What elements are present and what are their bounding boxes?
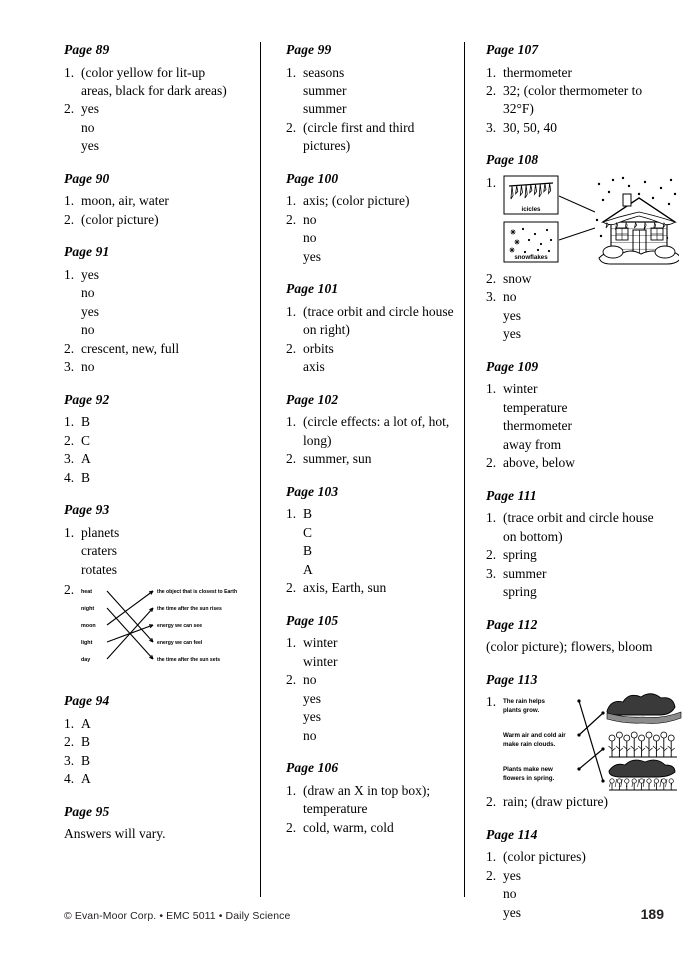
answer-list xyxy=(286,64,454,156)
answer-item xyxy=(486,174,654,270)
answer-item xyxy=(486,509,654,546)
answer-line: on bottom) xyxy=(503,528,563,544)
answer-line: snow xyxy=(503,270,532,286)
answer-item xyxy=(286,634,454,671)
column-left xyxy=(64,42,264,897)
answer-line: no xyxy=(303,211,317,227)
answer-item xyxy=(286,64,454,119)
answer-list xyxy=(486,693,654,811)
answer-text: (color picture); flowers, bloom xyxy=(486,639,653,655)
answer-item xyxy=(64,733,246,751)
answer-line: no xyxy=(81,359,95,375)
answer-line: yes xyxy=(303,248,321,264)
answer-item xyxy=(486,454,654,472)
section-heading: Page 101 xyxy=(286,281,339,297)
answer-number: 1. xyxy=(486,381,497,397)
answer-number: 2. xyxy=(286,672,297,688)
answer-line: craters xyxy=(81,543,117,559)
answer-item xyxy=(486,565,654,602)
answer-list xyxy=(486,174,654,344)
answer-item xyxy=(64,469,246,487)
answer-line: summer xyxy=(303,101,347,117)
answer-number: 2. xyxy=(64,432,75,448)
section-heading: Page 112 xyxy=(486,616,538,632)
answer-line: (circle first and third xyxy=(303,119,415,135)
answer-line: (draw an X in top box); xyxy=(303,782,431,798)
section-heading: Page 106 xyxy=(286,760,339,776)
answer-number: 2. xyxy=(286,211,297,227)
answer-number: 2. xyxy=(486,794,497,810)
answer-line: (trace orbit and circle house xyxy=(303,303,454,319)
answer-number: 2. xyxy=(64,734,75,750)
section-heading: Page 90 xyxy=(64,170,110,186)
answer-line: seasons xyxy=(303,64,345,80)
answer-line: spring xyxy=(503,584,537,600)
answer-line: no xyxy=(303,727,317,743)
answer-section xyxy=(64,804,246,844)
answer-line: A xyxy=(81,451,91,467)
section-heading: Page 113 xyxy=(486,671,538,687)
answer-list xyxy=(286,413,454,468)
section-heading: Page 103 xyxy=(286,483,339,499)
answer-number: 1. xyxy=(486,64,497,80)
answer-item xyxy=(64,358,246,376)
answer-number: 3. xyxy=(64,451,75,467)
answer-line: C xyxy=(303,524,313,540)
answer-section xyxy=(486,672,654,812)
answer-list xyxy=(286,303,454,377)
answer-line: (color picture) xyxy=(81,211,159,227)
answer-section xyxy=(64,42,246,156)
answer-item xyxy=(286,579,454,597)
answer-line: (color pictures) xyxy=(503,849,586,865)
svg-text:Plants make new: Plants make new xyxy=(503,766,553,774)
answer-item xyxy=(286,819,454,837)
answer-number: 1. xyxy=(486,694,497,710)
answer-section xyxy=(486,152,654,343)
answer-line: A xyxy=(81,715,91,731)
answer-line: planets xyxy=(81,524,120,540)
answer-line: (trace orbit and circle house xyxy=(503,510,654,526)
answer-item xyxy=(486,119,654,137)
answer-item xyxy=(64,581,246,678)
answer-line: 32°F) xyxy=(503,101,534,117)
answer-line: yes xyxy=(503,326,521,342)
svg-text:the object that is closest to: the object that is closest to Earth xyxy=(157,589,238,596)
answer-item xyxy=(64,752,246,770)
answer-item xyxy=(64,432,246,450)
answer-item xyxy=(286,505,454,579)
answer-line: summer, sun xyxy=(303,451,372,467)
section-heading: Page 108 xyxy=(486,152,539,168)
answer-list xyxy=(64,266,246,377)
answer-number: 2. xyxy=(486,270,497,286)
answer-line: moon, air, water xyxy=(81,193,169,209)
answer-line: no xyxy=(81,285,95,301)
answer-item xyxy=(486,288,654,343)
svg-text:snowflakes: snowflakes xyxy=(514,253,548,261)
answer-item xyxy=(286,782,454,819)
answer-section xyxy=(286,484,454,598)
answer-section xyxy=(286,171,454,266)
svg-text:day: day xyxy=(81,657,91,664)
answer-number: 1. xyxy=(286,64,297,80)
answer-text: Answers will vary. xyxy=(64,826,166,842)
answer-item xyxy=(486,793,654,811)
svg-text:energy we can see: energy we can see xyxy=(157,623,203,630)
answer-item xyxy=(286,413,454,450)
answer-item xyxy=(64,266,246,340)
answer-section xyxy=(486,488,654,602)
answer-number: 2. xyxy=(64,211,75,227)
answer-number: 1. xyxy=(486,849,497,865)
answer-line: B xyxy=(81,469,91,485)
answer-item xyxy=(286,192,454,210)
answer-line: A xyxy=(81,771,91,787)
section-heading: Page 99 xyxy=(286,42,332,57)
answer-list xyxy=(486,64,654,138)
answer-number: 3. xyxy=(64,359,75,375)
answer-item xyxy=(286,671,454,745)
answer-item xyxy=(64,211,246,229)
answer-item xyxy=(486,848,654,866)
answer-section xyxy=(286,42,454,156)
answer-line: spring xyxy=(503,547,537,563)
answer-line: rain; (draw picture) xyxy=(503,794,608,810)
answer-section xyxy=(486,42,654,137)
svg-text:plants grow.: plants grow. xyxy=(503,707,540,715)
answer-number: 1. xyxy=(64,524,75,540)
answer-line: B xyxy=(303,543,313,559)
answer-number: 3. xyxy=(486,565,497,581)
answer-item xyxy=(64,100,246,155)
answer-item xyxy=(64,413,246,431)
answer-number: 1. xyxy=(64,266,75,282)
answer-section xyxy=(286,392,454,469)
matching-diagram xyxy=(79,581,261,678)
answer-item xyxy=(486,546,654,564)
answer-item xyxy=(486,693,654,793)
answer-line: temperature xyxy=(303,801,368,817)
answer-line: axis xyxy=(303,359,325,375)
svg-text:heat: heat xyxy=(81,589,93,596)
answer-section xyxy=(286,281,454,376)
svg-text:light: light xyxy=(81,640,93,647)
answer-number: 2. xyxy=(286,580,297,596)
section-heading: Page 95 xyxy=(64,803,110,819)
answer-line: B xyxy=(81,734,91,750)
answer-list xyxy=(286,192,454,266)
answer-number: 1. xyxy=(286,782,297,798)
answer-number: 1. xyxy=(64,715,75,731)
answer-line: summer xyxy=(503,565,547,581)
answer-item xyxy=(64,192,246,210)
svg-text:energy we can feel: energy we can feel xyxy=(157,640,203,647)
svg-text:Warm air and cold air: Warm air and cold air xyxy=(503,732,566,740)
answer-line: away from xyxy=(503,436,562,452)
section-heading: Page 92 xyxy=(64,391,110,407)
svg-text:moon: moon xyxy=(81,623,96,630)
answer-line: summer xyxy=(303,83,347,98)
answer-line: yes xyxy=(303,690,321,706)
section-heading: Page 91 xyxy=(64,244,110,260)
answer-number: 2. xyxy=(286,451,297,467)
answer-line: above, below xyxy=(503,455,575,471)
answer-line: 32; (color thermometer to xyxy=(503,83,643,98)
answer-line: orbits xyxy=(303,340,334,356)
answer-number: 2. xyxy=(286,119,297,135)
answer-number: 2. xyxy=(486,547,497,563)
answer-line: axis, Earth, sun xyxy=(303,580,387,596)
answer-number: 1. xyxy=(64,64,75,80)
svg-text:The rain helps: The rain helps xyxy=(503,698,545,706)
answer-number: 1. xyxy=(64,193,75,209)
answer-number: 1. xyxy=(286,193,297,209)
answer-list xyxy=(286,782,454,837)
answer-line: yes xyxy=(81,303,99,319)
answer-section xyxy=(286,613,454,745)
answer-line: cold, warm, cold xyxy=(303,819,394,835)
section-heading: Page 93 xyxy=(64,502,110,518)
answer-line: long) xyxy=(303,432,332,448)
answer-item xyxy=(286,211,454,266)
answer-line: crescent, new, full xyxy=(81,340,180,356)
answer-item xyxy=(286,450,454,468)
answer-list xyxy=(64,715,246,789)
answer-section xyxy=(64,502,246,678)
answer-number: 3. xyxy=(486,119,497,135)
answer-line: rotates xyxy=(81,561,117,577)
winter-house-diagram xyxy=(503,174,679,270)
svg-text:night: night xyxy=(81,606,95,613)
answer-section xyxy=(64,693,246,788)
answer-item xyxy=(486,64,654,82)
answer-list xyxy=(64,64,246,156)
answer-number: 2. xyxy=(64,582,75,598)
answer-list xyxy=(486,509,654,601)
answer-line: no xyxy=(303,230,317,246)
answer-item xyxy=(286,340,454,377)
answer-line: yes xyxy=(503,867,521,883)
page-number: 189 xyxy=(640,906,664,922)
section-heading: Page 89 xyxy=(64,42,110,57)
copyright-credit: © Evan-Moor Corp. • EMC 5011 • Daily Science xyxy=(64,910,291,922)
answer-number: 3. xyxy=(486,289,497,305)
answer-line: yes xyxy=(81,266,99,282)
answer-section xyxy=(486,617,654,657)
answer-section xyxy=(64,244,246,376)
answer-number: 3. xyxy=(64,752,75,768)
section-heading: Page 114 xyxy=(486,826,538,842)
answer-section xyxy=(486,359,654,473)
answer-line: no xyxy=(303,672,317,688)
section-heading: Page 111 xyxy=(486,487,537,503)
answer-line: thermometer xyxy=(503,64,572,80)
svg-text:make rain clouds.: make rain clouds. xyxy=(503,741,556,749)
rain-cycle-matching xyxy=(503,693,683,793)
answer-line: yes xyxy=(503,904,521,920)
answer-line: yes xyxy=(303,709,321,725)
answer-number: 2. xyxy=(286,340,297,356)
answer-item xyxy=(64,340,246,358)
column-middle xyxy=(264,42,464,897)
answer-list xyxy=(64,524,246,678)
answer-line: thermometer xyxy=(503,418,572,434)
answer-line: C xyxy=(81,432,91,448)
answer-number: 2. xyxy=(286,819,297,835)
answer-number: 1. xyxy=(64,414,75,430)
section-heading: Page 107 xyxy=(486,42,539,57)
answer-line: winter xyxy=(303,635,338,651)
section-heading: Page 100 xyxy=(286,170,339,186)
answer-line: areas, black for dark areas) xyxy=(81,83,227,98)
answer-list xyxy=(286,634,454,745)
answer-line: 30, 50, 40 xyxy=(503,119,557,135)
section-heading: Page 94 xyxy=(64,693,110,709)
answer-item xyxy=(64,770,246,788)
section-heading: Page 105 xyxy=(286,612,339,628)
answer-line: A xyxy=(303,561,313,577)
answer-number: 1. xyxy=(286,506,297,522)
answer-section xyxy=(64,171,246,229)
answer-list xyxy=(64,413,246,487)
answer-section xyxy=(64,392,246,487)
answer-list xyxy=(286,505,454,597)
answer-number: 2. xyxy=(64,340,75,356)
answer-item xyxy=(64,450,246,468)
answer-number: 2. xyxy=(486,867,497,883)
answer-line: no xyxy=(503,886,517,902)
answer-line: B xyxy=(81,752,91,768)
section-heading: Page 109 xyxy=(486,358,539,374)
answer-list xyxy=(486,380,654,472)
answer-line: B xyxy=(303,506,313,522)
answer-line: yes xyxy=(81,138,99,154)
answer-line: pictures) xyxy=(303,138,351,154)
answer-line: winter xyxy=(303,653,338,669)
answer-item xyxy=(486,270,654,288)
answer-list xyxy=(64,192,246,229)
answer-line: B xyxy=(81,414,91,430)
answer-number: 1. xyxy=(486,510,497,526)
svg-text:the time after the sun sets: the time after the sun sets xyxy=(157,657,221,664)
answer-number: 2. xyxy=(64,101,75,117)
svg-text:the time after the sun rises: the time after the sun rises xyxy=(157,606,222,613)
answer-item xyxy=(486,380,654,454)
answer-item xyxy=(286,303,454,340)
answer-number: 1. xyxy=(486,174,497,190)
answer-number: 1. xyxy=(286,303,297,319)
answer-line: yes xyxy=(503,307,521,323)
page-footer xyxy=(64,906,664,922)
answer-line: temperature xyxy=(503,399,568,415)
answer-line: (color yellow for lit-up xyxy=(81,64,206,80)
answer-line: axis; (color picture) xyxy=(303,193,410,209)
answer-line: no xyxy=(81,119,95,135)
answer-line: (circle effects: a lot of, hot, xyxy=(303,414,450,430)
answer-number: 1. xyxy=(286,414,297,430)
answer-line: on right) xyxy=(303,322,350,338)
answer-number: 4. xyxy=(64,771,75,787)
answer-line: no xyxy=(503,289,517,305)
answer-section xyxy=(286,760,454,837)
svg-text:icicles: icicles xyxy=(521,205,541,213)
answer-number: 4. xyxy=(64,469,75,485)
answer-line: no xyxy=(81,322,95,338)
answer-number: 2. xyxy=(486,83,497,98)
answer-item xyxy=(64,524,246,579)
answer-line: winter xyxy=(503,381,538,397)
section-heading: Page 102 xyxy=(286,391,339,407)
answer-item xyxy=(486,82,654,119)
answer-item xyxy=(64,64,246,101)
answer-item xyxy=(64,715,246,733)
answer-number: 2. xyxy=(486,455,497,471)
answer-line: yes xyxy=(81,101,99,117)
answer-item xyxy=(286,119,454,156)
svg-text:flowers in spring.: flowers in spring. xyxy=(503,775,555,783)
answer-number: 1. xyxy=(286,635,297,651)
